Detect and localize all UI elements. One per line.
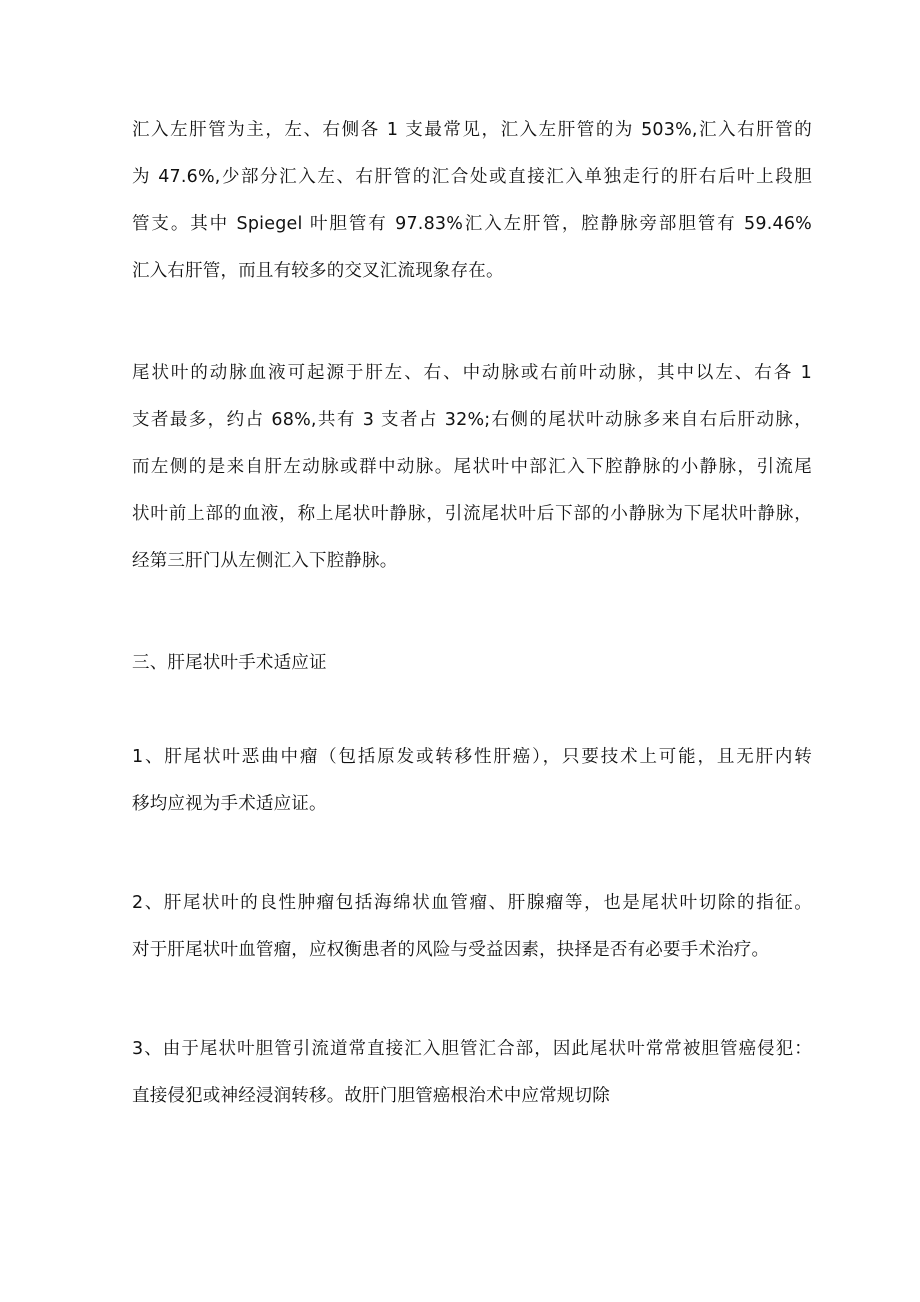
text-line: 经第三肝门从左侧汇入下腔静脉。 [132,551,398,571]
section-heading [132,640,812,687]
paragraph-indication-2 [132,880,812,974]
text-line: 直接侵犯或神经浸润转移。故肝门胆管癌根治术中应常规切除 [132,1086,610,1106]
text-line: 移均应视为手术适应证。 [132,794,327,814]
paragraph-indication-1 [132,734,812,828]
text-line: 对于肝尾状叶血管瘤，应权衡患者的风险与受益因素，抉择是否有必要手术治疗。 [132,940,770,960]
text-line: 2、肝尾状叶的良性肿瘤包括海绵状血管瘤、肝腺瘤等，也是尾状叶切除的指征。 [132,893,812,913]
paragraph-bile-duct-drainage [132,107,812,295]
text-line: 尾状叶的动脉血液可起源于肝左、右、中动脉或右前叶动脉，其中以左、右各 1 [132,363,812,383]
text-line: 3、由于尾状叶胆管引流道常直接汇入胆管汇合部，因此尾状叶常常被胆管癌侵犯： [132,1039,812,1059]
text-line: 状叶前上部的血液，称上尾状叶静脉，引流尾状叶后下部的小静脉为下尾状叶静脉， [132,504,812,524]
text-line: 而左侧的是来自肝左动脉或群中动脉。尾状叶中部汇入下腔静脉的小静脉，引流尾 [132,457,812,477]
text-line: 1、肝尾状叶恶曲中瘤（包括原发或转移性肝癌），只要技术上可能，且无肝内转 [132,747,812,767]
heading-text: 三、肝尾状叶手术适应证 [132,653,327,673]
paragraph-indication-3 [132,1026,812,1120]
text-line: 管支。其中 Spiegel 叶胆管有 97.83%汇入左肝管，腔静脉旁部胆管有 59.46% [132,214,812,234]
paragraph-arterial-venous-supply [132,350,812,585]
text-line: 为 47.6%,少部分汇入左、右肝管的汇合处或直接汇入单独走行的肝右后叶上段胆 [132,167,812,187]
text-line: 支者最多，约占 68%,共有 3 支者占 32%;右侧的尾状叶动脉多来自右后肝动脉， [132,410,812,430]
text-line: 汇入左肝管为主，左、右侧各 1 支最常见，汇入左肝管的为 503%,汇入右肝管的 [132,120,812,140]
text-line: 汇入右肝管，而且有较多的交叉汇流现象存在。 [132,261,504,281]
